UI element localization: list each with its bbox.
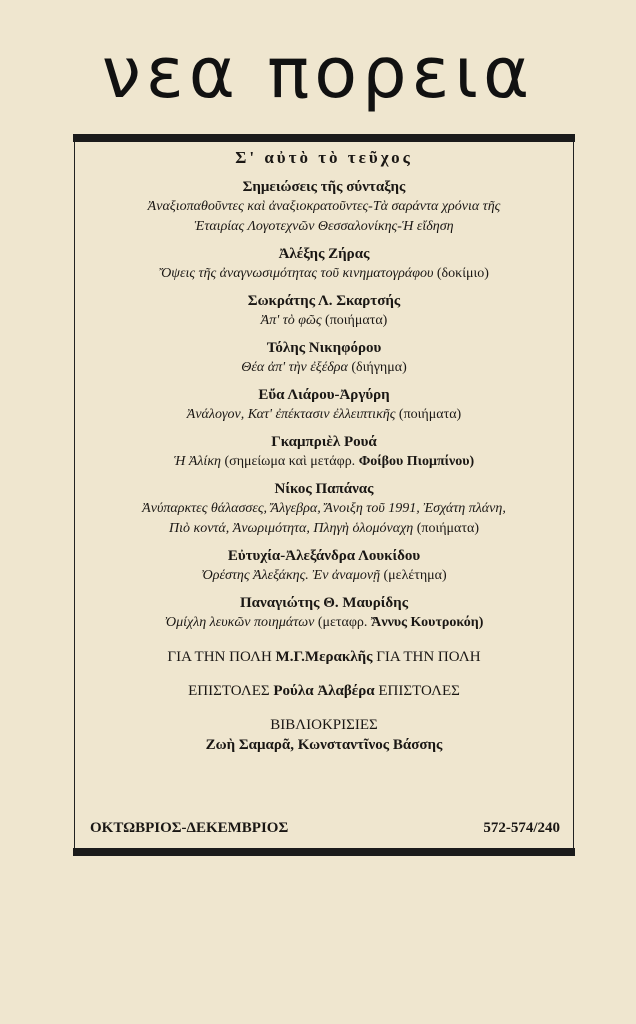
entry-author: Γκαμπριὲλ Ρουά [271, 434, 377, 450]
toc-entry [74, 385, 574, 425]
toc-entry [74, 593, 574, 633]
reviews-names: Ζωὴ Σαμαρᾶ, Κωνσταντῖνος Βάσσης [205, 737, 443, 753]
entry-work: Ἀναξιοπαθοῦντες καὶ ἀναξιοκρατοῦντες-Τὰ σαράντα χρόνια τῆς [147, 199, 501, 214]
reviews-section: ΒΙΒΛΙΟΚΡΙΣΙΕΣ Ζωὴ Σαμαρᾶ, Κωνσταντῖνος Βάσσης [74, 715, 574, 755]
toc-entry [74, 479, 574, 539]
toc-entry [74, 546, 574, 586]
entry-author: Εὐτυχία-Ἀλεξάνδρα Λουκίδου [227, 548, 421, 564]
entry-author: Παναγιώτης Θ. Μαυρίδης [239, 595, 409, 611]
entry-author: Ἀλέξης Ζήρας [278, 246, 370, 262]
entry-author: Σωκράτης Λ. Σκαρτσής [247, 293, 401, 309]
issue-number: 572-574/240 [483, 820, 560, 836]
toc-entry [74, 291, 574, 331]
entry-work: Ἀπ' τὸ φῶς (ποιήματα) [260, 313, 388, 328]
entry-author: Τόλης Νικηφόρου [266, 340, 382, 356]
toc-entry [74, 177, 574, 237]
toc-entry [74, 338, 574, 378]
entry-author: Εὔα Λιάρου-Ἀργύρη [258, 387, 390, 403]
entry-author: Νίκος Παπάνας [274, 481, 374, 497]
magazine-title: νεα πορεια [101, 32, 535, 114]
entry-work: Θέα ἀπ' τὴν ἐξέδρα (διήγημα) [241, 360, 407, 375]
issue-footer [90, 820, 560, 837]
entry-work: Πιὸ κοντά, Ἀνωριμότητα, Πληγὴ ὁλομόναχη (ποιήματα) [168, 521, 480, 536]
contents-heading: Σ' αὐτὸ τὸ τεῦχος [235, 148, 413, 167]
entry-work: Ἑταιρίας Λογοτεχνῶν Θεσσαλονίκης-Ἡ εἴδηση [194, 219, 454, 234]
top-rule [73, 134, 575, 142]
entry-work: Ὀμίχλη λευκῶν ποιημάτων (μεταφρ. Ἄννυς Κουτροκόη) [164, 615, 484, 630]
bottom-rule [73, 848, 575, 856]
issue-period: ΟΚΤΩΒΡΙΟΣ-ΔΕΚΕΜΒΡΙΟΣ [90, 820, 289, 836]
letters-section: ΕΠΙΣΤΟΛΕΣ Ρούλα Ἀλαβέρα ΕΠΙΣΤΟΛΕΣ [188, 683, 460, 699]
entry-work: Ὀρέστης Ἀλεξάκης. Ἐν ἀναμονῇ (μελέτημα) [201, 568, 447, 583]
entry-author: Σημειώσεις τῆς σύνταξης [242, 179, 406, 195]
table-of-contents [74, 148, 574, 755]
toc-entry [74, 432, 574, 472]
toc-entry [74, 244, 574, 284]
entry-work: Ὄψεις τῆς ἀναγνωσιμότητας τοῦ κινηματογράφου (δοκίμιο) [159, 266, 489, 281]
entry-work: Ἡ Ἀλίκη (σημείωμα καὶ μετάφρ. Φοίβου Πιομπίνου) [173, 454, 475, 469]
entry-work: Ἀνύπαρκτες θάλασσες, Ἄλγεβρα, Ἄνοιξη τοῦ 1991, Ἐσχάτη πλάνη, [142, 501, 506, 516]
entry-work: Ἀνάλογον, Κατ' ἐπέκτασιν ἐλλειπτικῆς (ποιήματα) [186, 407, 462, 422]
city-section: ΓΙΑ ΤΗΝ ΠΟΛΗ Μ.Γ.Μερακλῆς ΓΙΑ ΤΗΝ ΠΟΛΗ [167, 649, 481, 665]
